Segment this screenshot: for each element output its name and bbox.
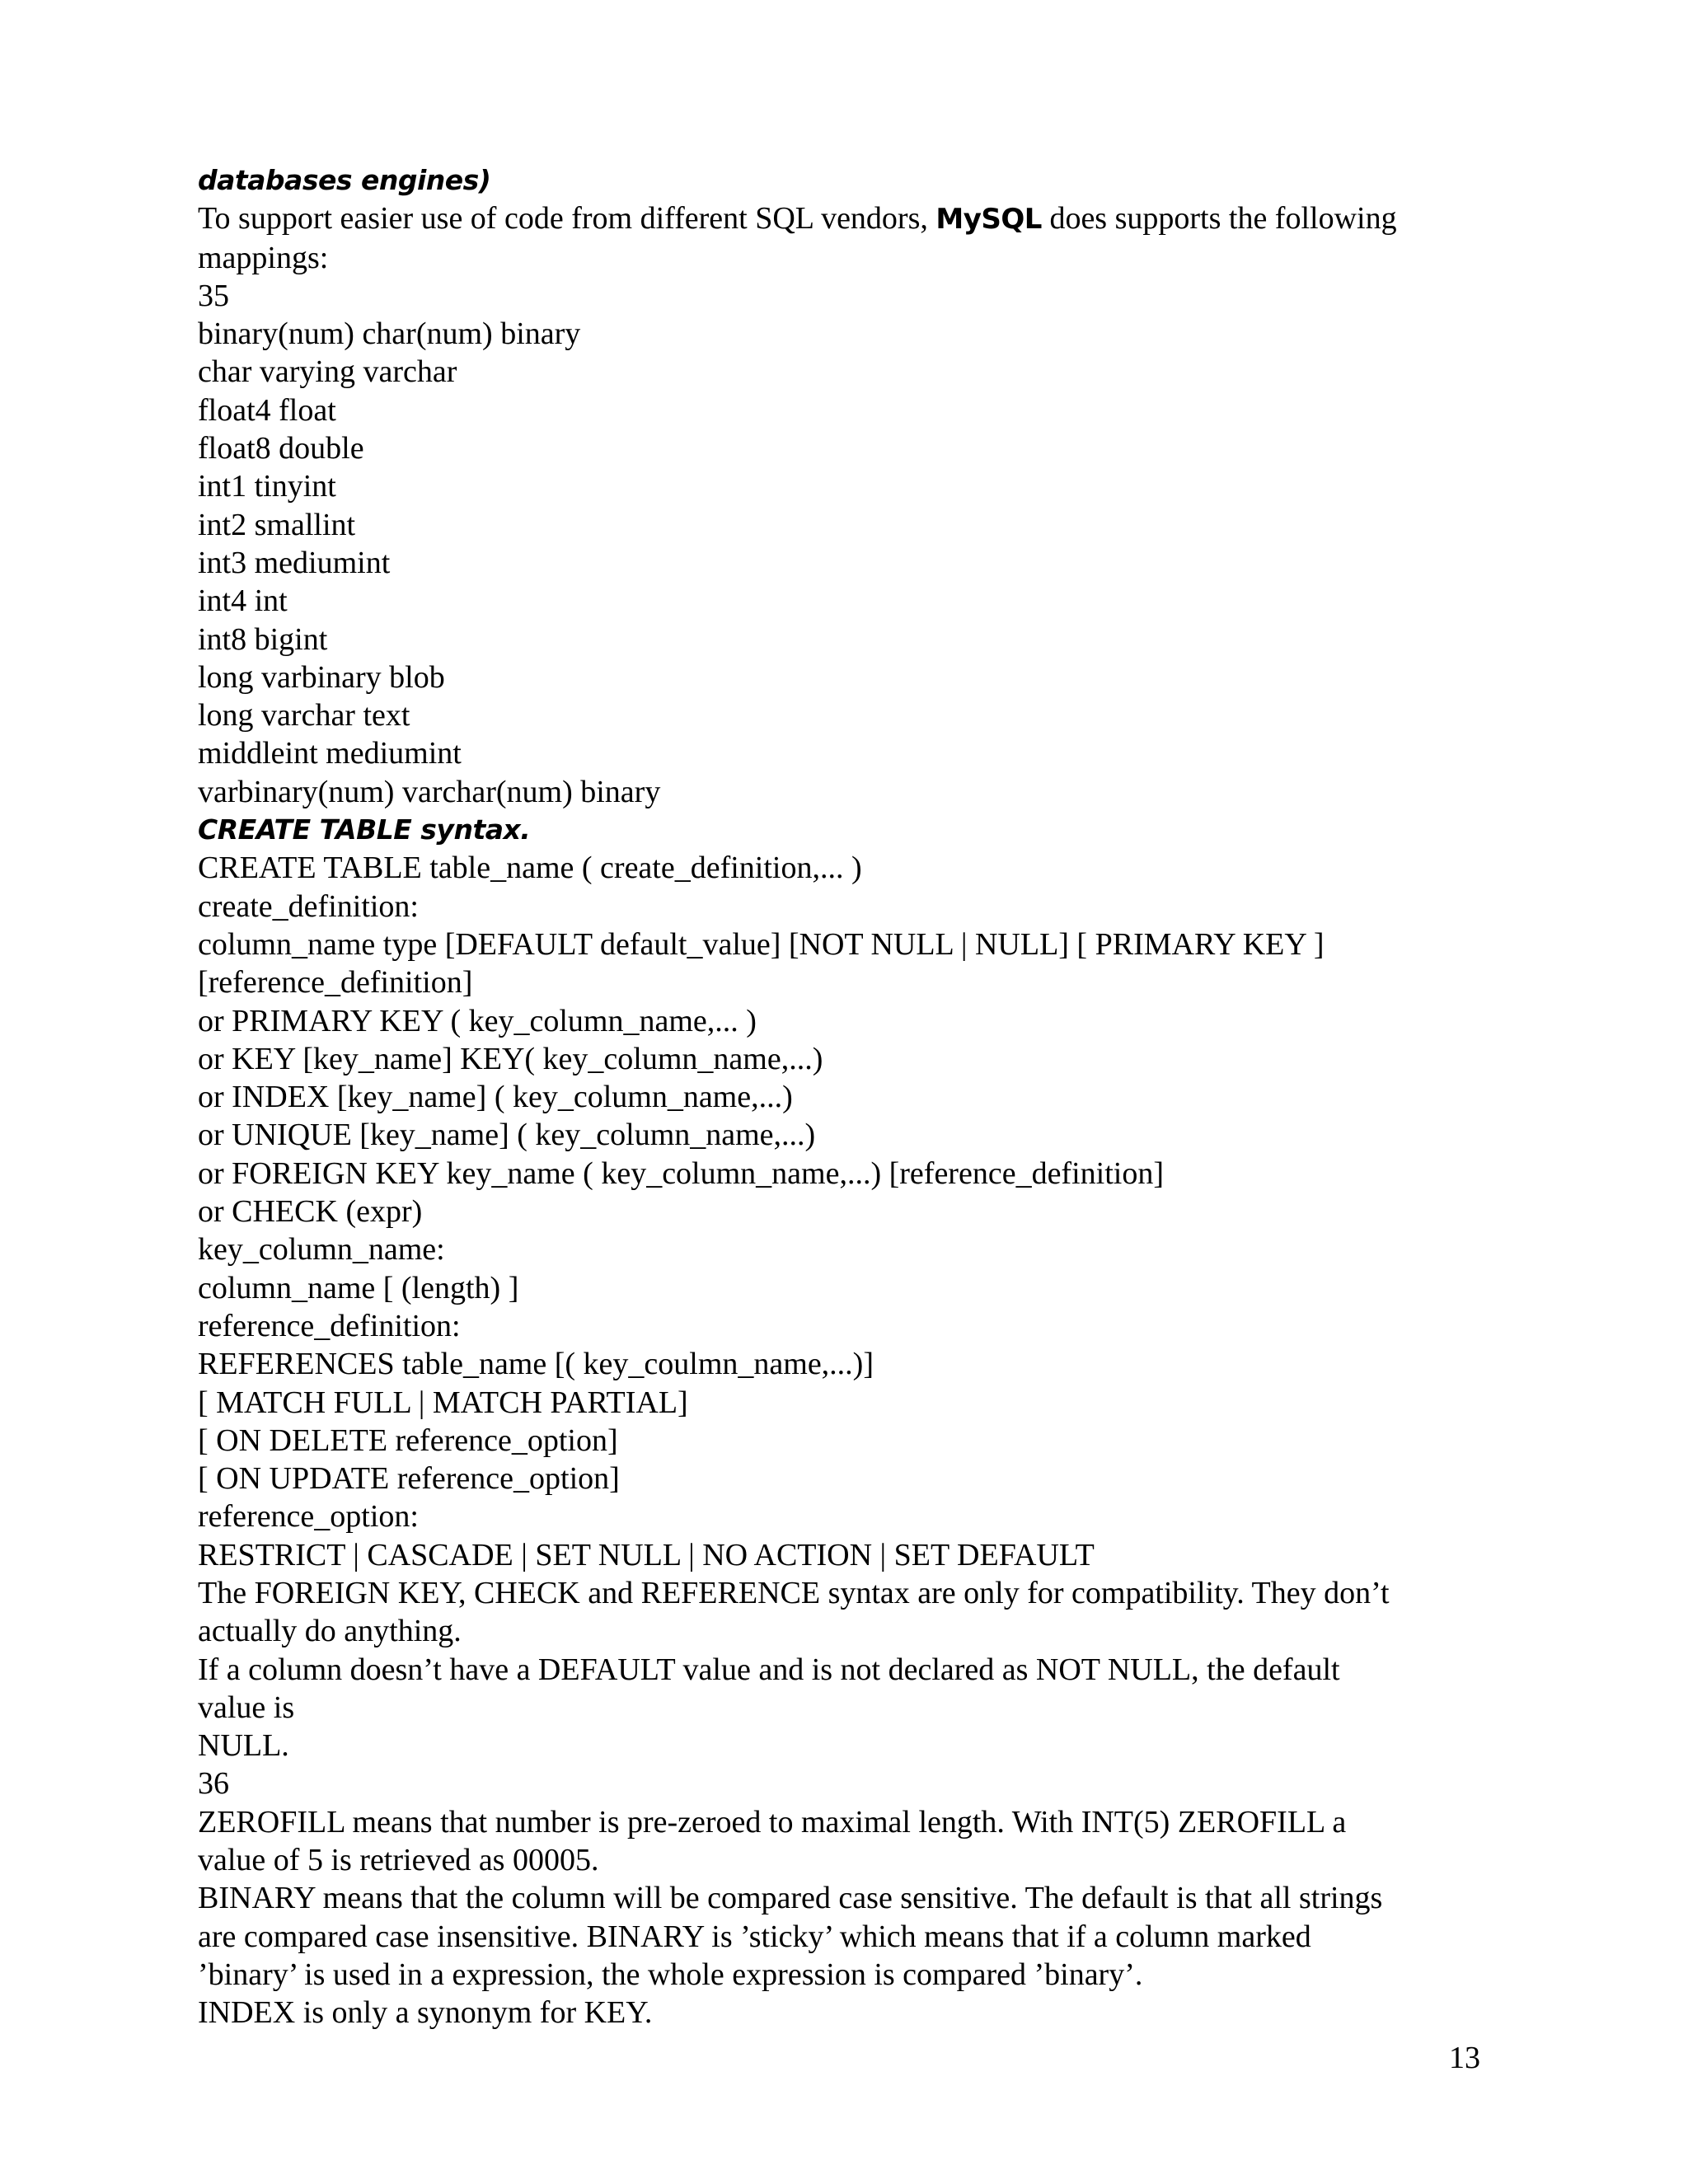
intro-text-after: does supports the following bbox=[1041, 201, 1397, 237]
syntax-line: or KEY [key_name] KEY( key_column_name,...) bbox=[198, 1041, 823, 1076]
syntax-line: If a column doesn’t have a DEFAULT value and is not declared as NOT NULL, the default bbox=[198, 1652, 1340, 1687]
syntax-line: actually do anything. bbox=[198, 1614, 462, 1649]
syntax-line: create_definition: bbox=[198, 888, 419, 924]
intro-text-before: To support easier use of code from different SQL vendors, bbox=[198, 201, 936, 237]
intro-paragraph-cont: mappings: bbox=[198, 240, 329, 275]
syntax-line: [ ON DELETE reference_option] bbox=[198, 1422, 618, 1458]
syntax-line: [reference_definition] bbox=[198, 965, 473, 1001]
mapping-line: float8 double bbox=[198, 431, 364, 466]
body-line: value of 5 is retrieved as 00005. bbox=[198, 1843, 599, 1878]
syntax-line: or UNIQUE [key_name] ( key_column_name,...) bbox=[198, 1118, 816, 1153]
syntax-line: RESTRICT | CASCADE | SET NULL | NO ACTION | SET DEFAULT bbox=[198, 1537, 1095, 1572]
body-line: ’binary’ is used in a expression, the whole expression is compared ’binary’. bbox=[198, 1957, 1143, 1992]
syntax-block bbox=[198, 849, 1484, 1765]
syntax-line: or PRIMARY KEY ( key_column_name,... ) bbox=[198, 1003, 757, 1038]
closing-paragraphs bbox=[198, 1803, 1484, 2032]
syntax-line: column_name type [DEFAULT default_value] [NOT NULL | NULL] [ PRIMARY KEY ] bbox=[198, 926, 1325, 962]
page-content bbox=[198, 162, 1484, 2032]
syntax-line: NULL. bbox=[198, 1728, 289, 1764]
mapping-list bbox=[198, 315, 1484, 811]
syntax-line: value is bbox=[198, 1690, 295, 1725]
syntax-line: reference_option: bbox=[198, 1499, 419, 1535]
body-line: ZEROFILL means that number is pre-zeroed to maximal length. With INT(5) ZEROFILL a bbox=[198, 1804, 1347, 1840]
mapping-line: int3 mediumint bbox=[198, 545, 391, 580]
mysql-brand: MySQL bbox=[935, 203, 1042, 237]
syntax-line: or FOREIGN KEY key_name ( key_column_name,...) [reference_definition] bbox=[198, 1155, 1164, 1191]
intro-paragraph bbox=[198, 199, 1484, 238]
syntax-line: or INDEX [key_name] ( key_column_name,...) bbox=[198, 1080, 793, 1115]
mapping-line: int8 bigint bbox=[198, 621, 328, 657]
footnote-marker-35: 35 bbox=[198, 278, 229, 313]
syntax-line: The FOREIGN KEY, CHECK and REFERENCE syntax are only for compatibility. They don’t bbox=[198, 1575, 1390, 1610]
footnote-marker-36: 36 bbox=[198, 1766, 229, 1802]
syntax-line: [ MATCH FULL | MATCH PARTIAL] bbox=[198, 1385, 688, 1420]
mapping-line: varbinary(num) varchar(num) binary bbox=[198, 774, 661, 809]
mapping-line: binary(num) char(num) binary bbox=[198, 316, 581, 352]
mapping-line: int2 smallint bbox=[198, 507, 356, 542]
page-number: 13 bbox=[1449, 2041, 1480, 2075]
mapping-line: long varbinary blob bbox=[198, 659, 445, 695]
mapping-line: char varying varchar bbox=[198, 354, 457, 390]
syntax-line: or CHECK (expr) bbox=[198, 1194, 423, 1230]
body-line: are compared case insensitive. BINARY is ’sticky’ which means that if a column marked bbox=[198, 1919, 1311, 1954]
syntax-line: column_name [ (length) ] bbox=[198, 1270, 519, 1305]
section-heading-engines: databases engines) bbox=[198, 164, 491, 196]
syntax-line: REFERENCES table_name [( key_coulmn_name,...)] bbox=[198, 1347, 874, 1382]
mapping-line: int4 int bbox=[198, 583, 288, 619]
mapping-line: float4 float bbox=[198, 392, 336, 428]
syntax-line: reference_definition: bbox=[198, 1308, 461, 1343]
syntax-line: CREATE TABLE table_name ( create_definition,... ) bbox=[198, 851, 862, 886]
body-line: INDEX is only a synonym for KEY. bbox=[198, 1995, 653, 2031]
body-line: BINARY means that the column will be compared case sensitive. The default is that all strings bbox=[198, 1881, 1383, 1916]
section-heading-create-table: CREATE TABLE syntax. bbox=[198, 813, 531, 846]
mapping-line: middleint mediumint bbox=[198, 736, 462, 771]
mapping-line: int1 tinyint bbox=[198, 469, 336, 504]
syntax-line: [ ON UPDATE reference_option] bbox=[198, 1461, 620, 1497]
syntax-line: key_column_name: bbox=[198, 1232, 445, 1268]
mapping-line: long varchar text bbox=[198, 698, 410, 733]
